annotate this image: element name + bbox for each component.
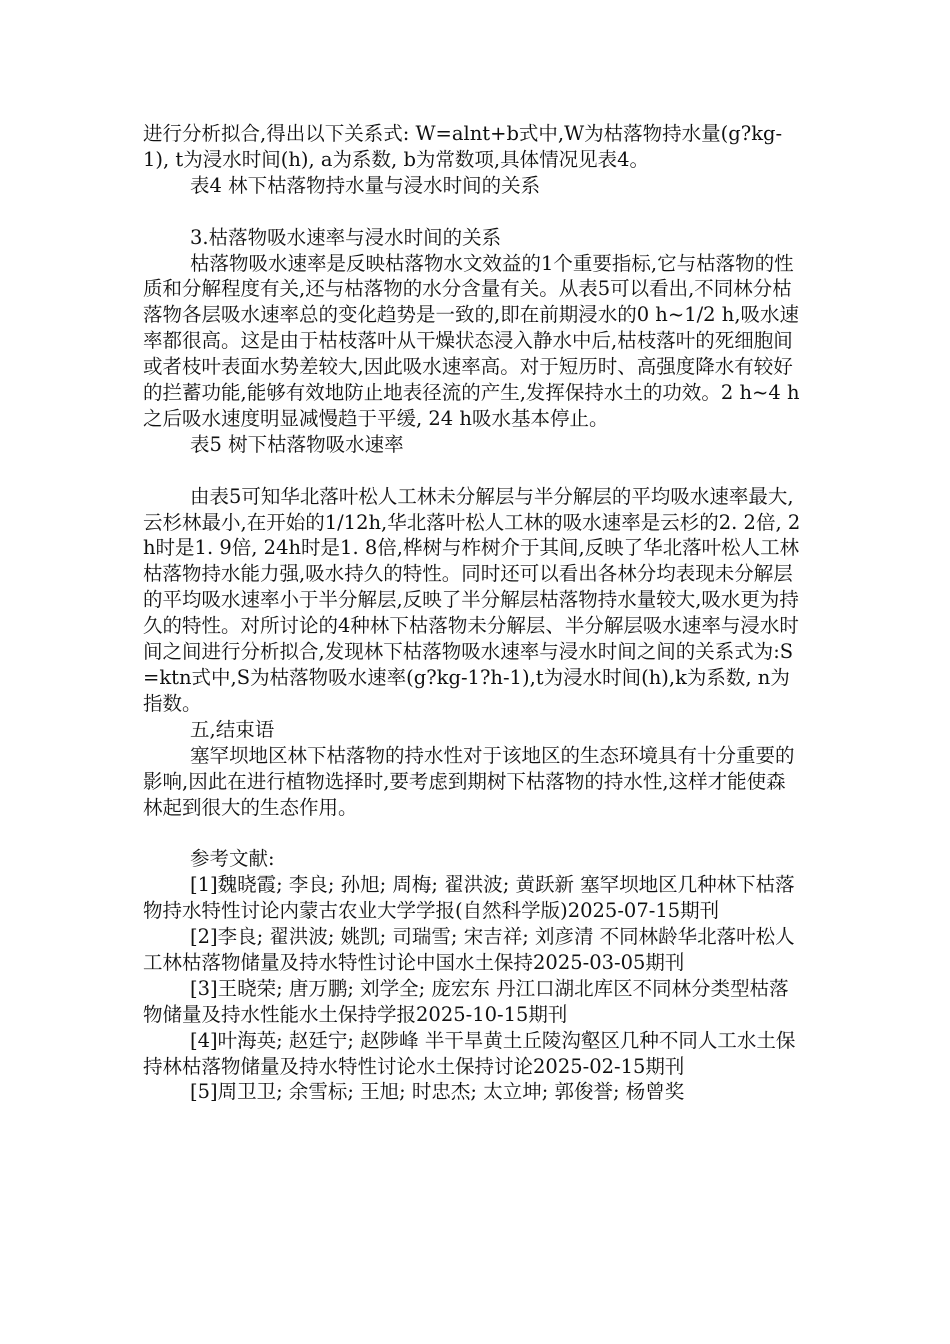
paragraph-fitting-formula: 进行分析拟合,得出以下关系式: W=alnt+b式中,W为枯落物持水量(g?kg-1), t为浸水时间(h), a为系数, b为常数项,具体情况见表4。 [143, 122, 783, 171]
paragraph-table-5-analysis: 由表5可知华北落叶松人工林未分解层与半分解层的平均吸水速率最大,云杉林最小,在开始的1/12h,华北落叶松人工林的吸水速率是云杉的2. 2倍, 2h时是1. 9倍, 24h时是1. 8倍,桦树与柞树介于其间,反映了华北落叶松人工林枯落物持水能力强,吸水持久的特性。同时还可以看出各林分均表现未分解层的平均吸水速率小于半分解层,反映了半分解层枯落物持水量较大,吸水更为持久的特性。对所讨论的4种林下枯落物未分解层、半分解层吸水速率与浸水时间之间进行分析拟合,发现林下枯落物吸水速率与浸水时间之间的关系式为:S=ktn式中,S为枯落物吸水速率(g?kg-1?h-1),t为浸水时间(h),k为系数, n为指数。 [143, 484, 801, 715]
table-5-caption: 表5 树下枯落物吸水速率 [190, 432, 404, 456]
reference-item: [4]叶海英; 赵廷宁; 赵陟峰 半干旱黄土丘陵沟壑区几种不同人工水土保持林枯落物储量及持水特性讨论水土保持讨论2025-02-15期刊 [143, 1028, 796, 1078]
reference-item: [5]周卫卫; 余雪标; 王旭; 时忠杰; 太立坤; 郭俊誉; 杨曾奖 [190, 1080, 685, 1104]
paragraph-absorption-rate: 枯落物吸水速率是反映枯落物水文效益的1个重要指标,它与枯落物的性质和分解程度有关,还与枯落物的水分含量有关。从表5可以看出,不同林分枯落物各层吸水速率总的变化趋势是一致的,即在前期浸水的0 h~1/2 h,吸水速率都很高。这是由于枯枝落叶从干燥状态浸入静水中后,枯枝落叶的死细胞间或者枝叶表面水势差较大,因此吸水速率高。对于短历时、高强度降水有较好的拦蓄功能,能够有效地防止地表径流的产生,发挥保持水土的功效。2 h~4 h之后吸水速度明显减慢趋于平缓, 24 h吸水基本停止。 [143, 251, 800, 430]
reference-item: [3]王晓荣; 唐万鹏; 刘学全; 庞宏东 丹江口湖北库区不同林分类型枯落物储量及持水性能水土保持学报2025-10-15期刊 [143, 976, 789, 1026]
reference-item: [1]魏晓霞; 李良; 孙旭; 周梅; 翟洪波; 黄跃新 塞罕坝地区几种林下枯落物持水特性讨论内蒙古农业大学学报(自然科学版)2025-07-15期刊 [143, 873, 795, 923]
spacer [143, 820, 803, 846]
table-4-caption: 表4 林下枯落物持水量与浸水时间的关系 [190, 173, 541, 197]
references-heading: 参考文献: [190, 847, 275, 871]
section-heading-absorption-rate: 3.枯落物吸水速率与浸水时间的关系 [190, 225, 502, 249]
section-heading-conclusion: 五,结束语 [190, 717, 275, 741]
paragraph-conclusion: 塞罕坝地区林下枯落物的持水性对于该地区的生态环境具有十分重要的影响,因此在进行植物选择时,要考虑到期树下枯落物的持水性,这样才能使森林起到很大的生态作用。 [143, 743, 795, 819]
spacer [143, 458, 803, 484]
document-page [143, 121, 803, 1105]
spacer [143, 199, 803, 225]
reference-item: [2]李良; 翟洪波; 姚凯; 司瑞雪; 宋吉祥; 刘彦清 不同林龄华北落叶松人工林枯落物储量及持水特性讨论中国水土保持2025-03-05期刊 [143, 925, 795, 974]
